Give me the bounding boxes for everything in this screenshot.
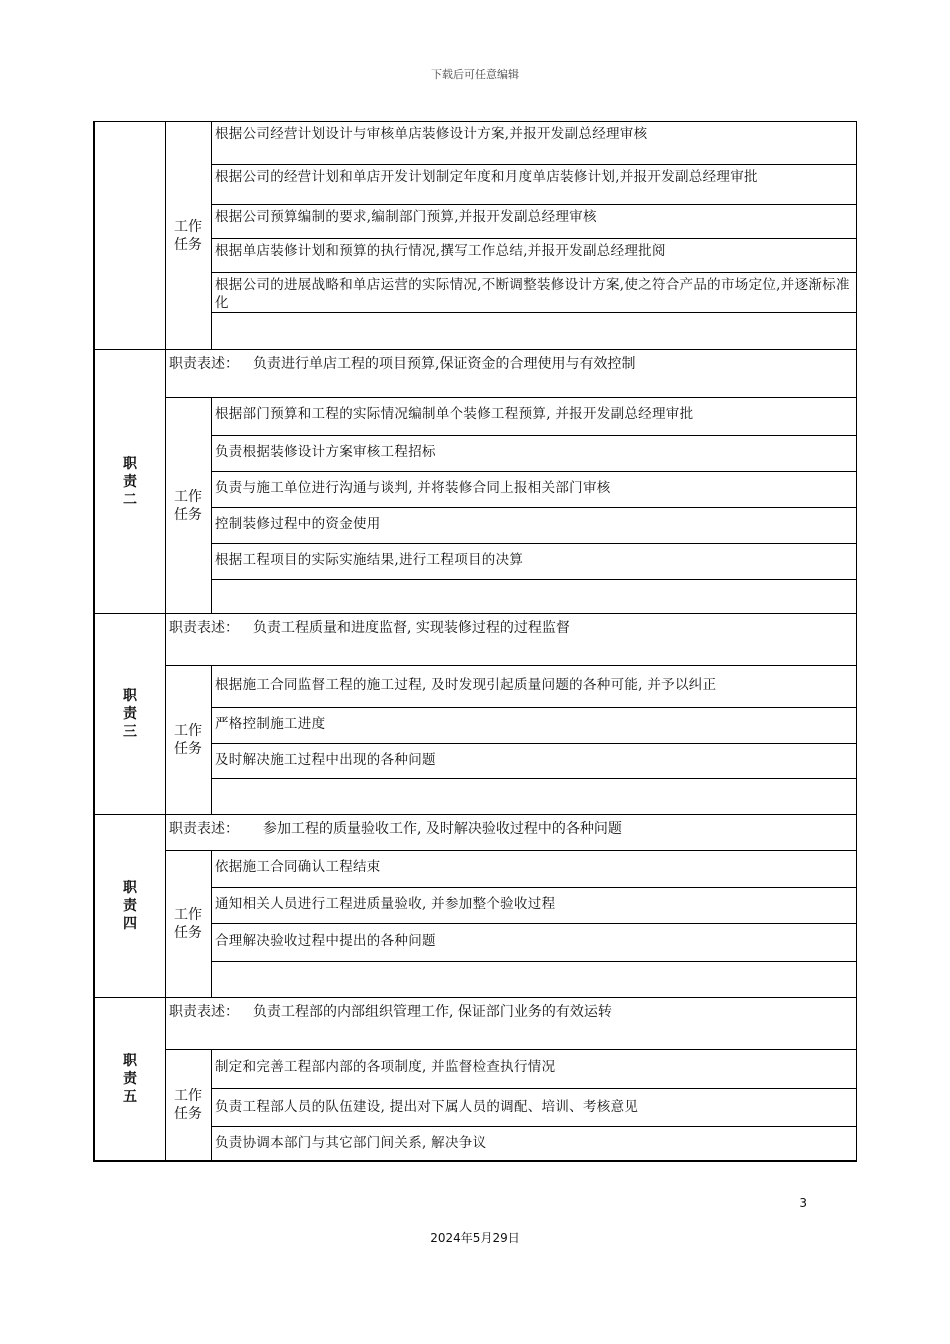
task-label: 工作任务 xyxy=(165,122,212,349)
task-label: 工作任务 xyxy=(165,1050,212,1160)
task-item xyxy=(211,312,857,349)
task-item: 根据施工合同监督工程的施工过程, 及时发现引起质量问题的各种可能, 并予以纠正 xyxy=(215,677,717,693)
task-item: 根据公司的进展战略和单店运营的实际情况,不断调整装修设计方案,使之符合产品的市场定位,并逐渐标准化 xyxy=(211,272,857,312)
task-item: 负责根据装修设计方案审核工程招标 xyxy=(211,435,857,471)
duty-description xyxy=(165,350,857,398)
task-item: 根据公司预算编制的要求,编制部门预算,并报开发副总经理审核 xyxy=(211,204,857,238)
task-item xyxy=(211,961,857,998)
description-label: 职责表述： xyxy=(169,1004,239,1020)
duty-label: 职责五 xyxy=(95,998,166,1160)
task-item: 及时解决施工过程中出现的各种问题 xyxy=(211,743,857,778)
description-text: 参加工程的质量验收工作, 及时解决验收过程中的各种问题 xyxy=(263,821,622,837)
task-list xyxy=(211,398,857,613)
description-label: 职责表述： xyxy=(169,620,239,636)
task-item: 控制装修过程中的资金使用 xyxy=(211,507,857,543)
task-item: 负责与施工单位进行沟通与谈判, 并将装修合同上报相关部门审核 xyxy=(211,471,857,507)
task-item: 负责工程部人员的队伍建设, 提出对下属人员的调配、培训、考核意见 xyxy=(211,1088,857,1126)
task-item: 根据公司经营计划设计与审核单店装修设计方案,并报开发副总经理审核 xyxy=(215,126,648,142)
task-list xyxy=(211,666,857,814)
task-item: 制定和完善工程部内部的各项制度, 并监督检查执行情况 xyxy=(215,1059,556,1075)
task-list xyxy=(211,122,857,349)
task-list xyxy=(211,1050,857,1160)
task-item: 通知相关人员进行工程进质量验收, 并参加整个验收过程 xyxy=(211,887,857,923)
task-item: 根据单店装修计划和预算的执行情况,撰写工作总结,并报开发副总经理批阅 xyxy=(211,238,857,272)
task-list xyxy=(211,851,857,997)
header-note: 下载后可任意编辑 xyxy=(431,68,519,81)
duty-description xyxy=(165,998,857,1050)
description-text: 负责工程部的内部组织管理工作, 保证部门业务的有效运转 xyxy=(253,1004,612,1020)
duty-block-4 xyxy=(95,814,857,997)
duty-table xyxy=(93,121,857,1162)
duty-label: 职责二 xyxy=(95,350,166,613)
duty-label: 职责三 xyxy=(95,614,166,814)
page-number: 3 xyxy=(799,1196,807,1210)
description-text: 负责工程质量和进度监督, 实现装修过程的过程监督 xyxy=(253,620,570,636)
duty-block-1 xyxy=(95,122,857,349)
task-item: 根据公司的经营计划和单店开发计划制定年度和月度单店装修计划,并报开发副总经理审批 xyxy=(211,164,857,204)
duty-label xyxy=(95,122,166,349)
description-label: 职责表述： xyxy=(169,356,239,372)
task-item: 严格控制施工进度 xyxy=(211,707,857,743)
task-item: 依据施工合同确认工程结束 xyxy=(215,859,381,875)
task-item: 根据部门预算和工程的实际情况编制单个装修工程预算, 并报开发副总经理审批 xyxy=(215,406,694,422)
task-item: 负责协调本部门与其它部门间关系, 解决争议 xyxy=(211,1126,857,1161)
task-item: 合理解决验收过程中提出的各种问题 xyxy=(211,923,857,961)
task-label: 工作任务 xyxy=(165,851,212,997)
duty-description xyxy=(165,614,857,666)
duty-label: 职责四 xyxy=(95,815,166,997)
description-label: 职责表述： xyxy=(169,821,239,837)
task-item xyxy=(211,579,857,614)
description-text: 负责进行单店工程的项目预算,保证资金的合理使用与有效控制 xyxy=(253,356,636,372)
task-item: 根据工程项目的实际实施结果,进行工程项目的决算 xyxy=(211,543,857,579)
footer-date: 2024年5月29日 xyxy=(430,1231,520,1245)
duty-block-2 xyxy=(95,349,857,613)
task-label: 工作任务 xyxy=(165,666,212,814)
task-label: 工作任务 xyxy=(165,398,212,613)
duty-block-5 xyxy=(95,997,857,1160)
duty-description xyxy=(165,815,857,851)
task-item xyxy=(211,778,857,815)
duty-block-3 xyxy=(95,613,857,814)
